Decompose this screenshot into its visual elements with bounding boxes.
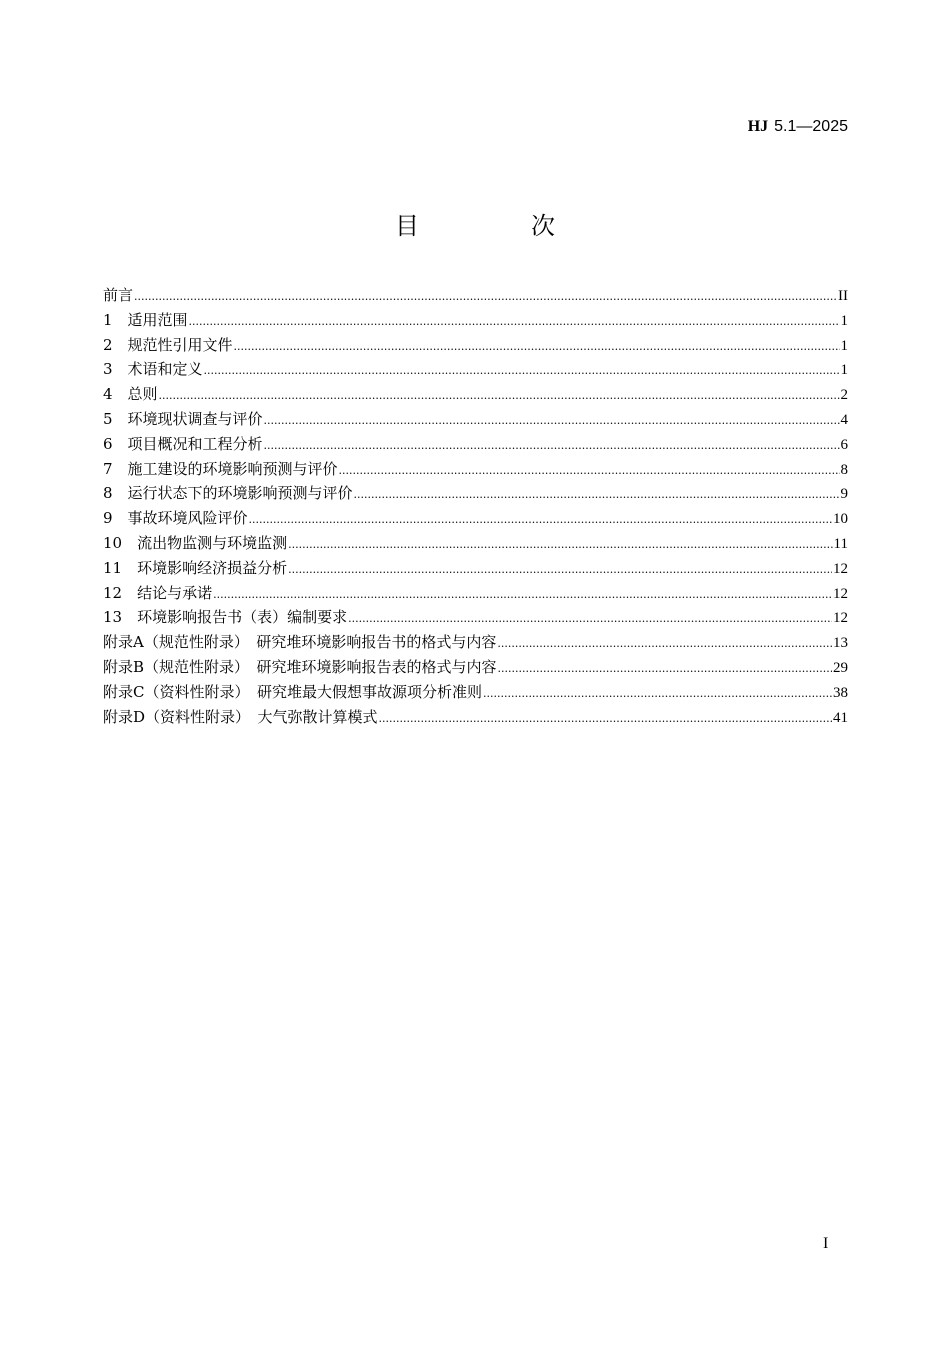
toc-leader-dots: [483, 683, 832, 701]
toc-entry-label: 2 规范性引用文件: [103, 335, 233, 354]
toc-entry[interactable]: [103, 284, 848, 309]
toc-leader-dots: [354, 484, 840, 502]
standard-code-number: 5.1—2025: [774, 118, 848, 135]
toc-entry[interactable]: [103, 309, 848, 334]
toc-leader-dots: [288, 534, 832, 552]
toc-entry-label: 7 施工建设的环境影响预测与评价: [103, 459, 338, 478]
toc-leader-dots: [189, 311, 840, 329]
toc-entry-label: 附录D（资料性附录） 大气弥散计算模式: [103, 707, 378, 726]
toc-entry-page: 12: [833, 585, 848, 602]
toc-entry-label: 8 运行状态下的环境影响预测与评价: [103, 484, 353, 503]
toc-entry[interactable]: [103, 532, 848, 557]
toc-entry-label: 前言: [103, 286, 134, 304]
page-number: I: [823, 1235, 829, 1252]
toc-entry-label: 1 适用范围: [103, 310, 188, 329]
toc-entry-page: 8: [840, 461, 848, 478]
page-title: 目 次: [395, 212, 599, 240]
toc-entry-label: 13 环境影响报告书（表）编制要求: [103, 608, 348, 627]
toc-leader-dots: [497, 633, 832, 651]
toc-entry-page: 9: [840, 486, 848, 503]
toc-entry[interactable]: [103, 706, 848, 731]
toc-leader-dots: [204, 360, 840, 378]
toc-leader-dots: [159, 385, 840, 403]
toc-leader-dots: [348, 608, 832, 626]
toc-entry[interactable]: [103, 458, 848, 483]
toc-entry-label: 5 环境现状调查与评价: [103, 409, 263, 428]
toc-entry-page: 13: [833, 635, 848, 652]
toc-entry-label: 10 流出物监测与环境监测: [103, 533, 288, 552]
table-of-contents: [103, 284, 848, 730]
toc-entry-label: 12 结论与承诺: [103, 583, 213, 602]
toc-leader-dots: [288, 559, 832, 577]
toc-leader-dots: [379, 708, 832, 726]
toc-entry-label: 附录B（规范性附录） 研究堆环境影响报告表的格式与内容: [103, 657, 497, 676]
toc-entry-page: 11: [833, 535, 848, 552]
toc-entry[interactable]: [103, 507, 848, 532]
toc-leader-dots: [234, 336, 840, 354]
toc-entry-label: 3 术语和定义: [103, 360, 203, 379]
toc-entry[interactable]: [103, 656, 848, 681]
toc-entry-label: 9 事故环境风险评价: [103, 509, 248, 528]
toc-entry-label: 附录C（资料性附录） 研究堆最大假想事故源项分析准则: [103, 682, 482, 701]
toc-entry[interactable]: [103, 681, 848, 706]
toc-entry[interactable]: [103, 582, 848, 607]
toc-entry-page: 41: [833, 709, 848, 726]
toc-entry-label: 4 总则: [103, 385, 158, 404]
standard-code: [748, 116, 848, 136]
toc-entry[interactable]: [103, 606, 848, 631]
toc-entry[interactable]: [103, 383, 848, 408]
toc-entry[interactable]: [103, 358, 848, 383]
toc-leader-dots: [249, 509, 832, 527]
toc-entry-page: 38: [833, 684, 848, 701]
toc-entry-page: 1: [840, 312, 848, 329]
toc-entry-page: 1: [840, 337, 848, 354]
toc-entry-label: 11 环境影响经济损益分析: [103, 558, 288, 577]
toc-entry-page: 29: [833, 659, 848, 676]
toc-leader-dots: [213, 584, 832, 602]
toc-entry-page: 12: [833, 610, 848, 627]
toc-entry[interactable]: [103, 482, 848, 507]
toc-leader-dots: [264, 410, 840, 428]
toc-entry-page: 2: [840, 387, 848, 404]
toc-leader-dots: [134, 286, 837, 304]
toc-entry-page: 12: [833, 560, 848, 577]
toc-entry-page: 6: [840, 436, 848, 453]
toc-entry[interactable]: [103, 557, 848, 582]
toc-entry-label: 附录A（规范性附录） 研究堆环境影响报告书的格式与内容: [103, 633, 497, 652]
toc-entry-label: 6 项目概况和工程分析: [103, 434, 263, 453]
toc-entry[interactable]: [103, 433, 848, 458]
toc-entry-page: II: [838, 288, 848, 304]
toc-entry[interactable]: [103, 631, 848, 656]
toc-leader-dots: [339, 460, 840, 478]
toc-entry-page: 10: [833, 511, 848, 528]
standard-code-prefix: HJ: [747, 118, 769, 135]
toc-leader-dots: [498, 658, 832, 676]
toc-entry[interactable]: [103, 334, 848, 359]
toc-leader-dots: [264, 435, 840, 453]
toc-entry-page: 1: [840, 362, 848, 379]
toc-entry[interactable]: [103, 408, 848, 433]
toc-entry-page: 4: [840, 411, 848, 428]
